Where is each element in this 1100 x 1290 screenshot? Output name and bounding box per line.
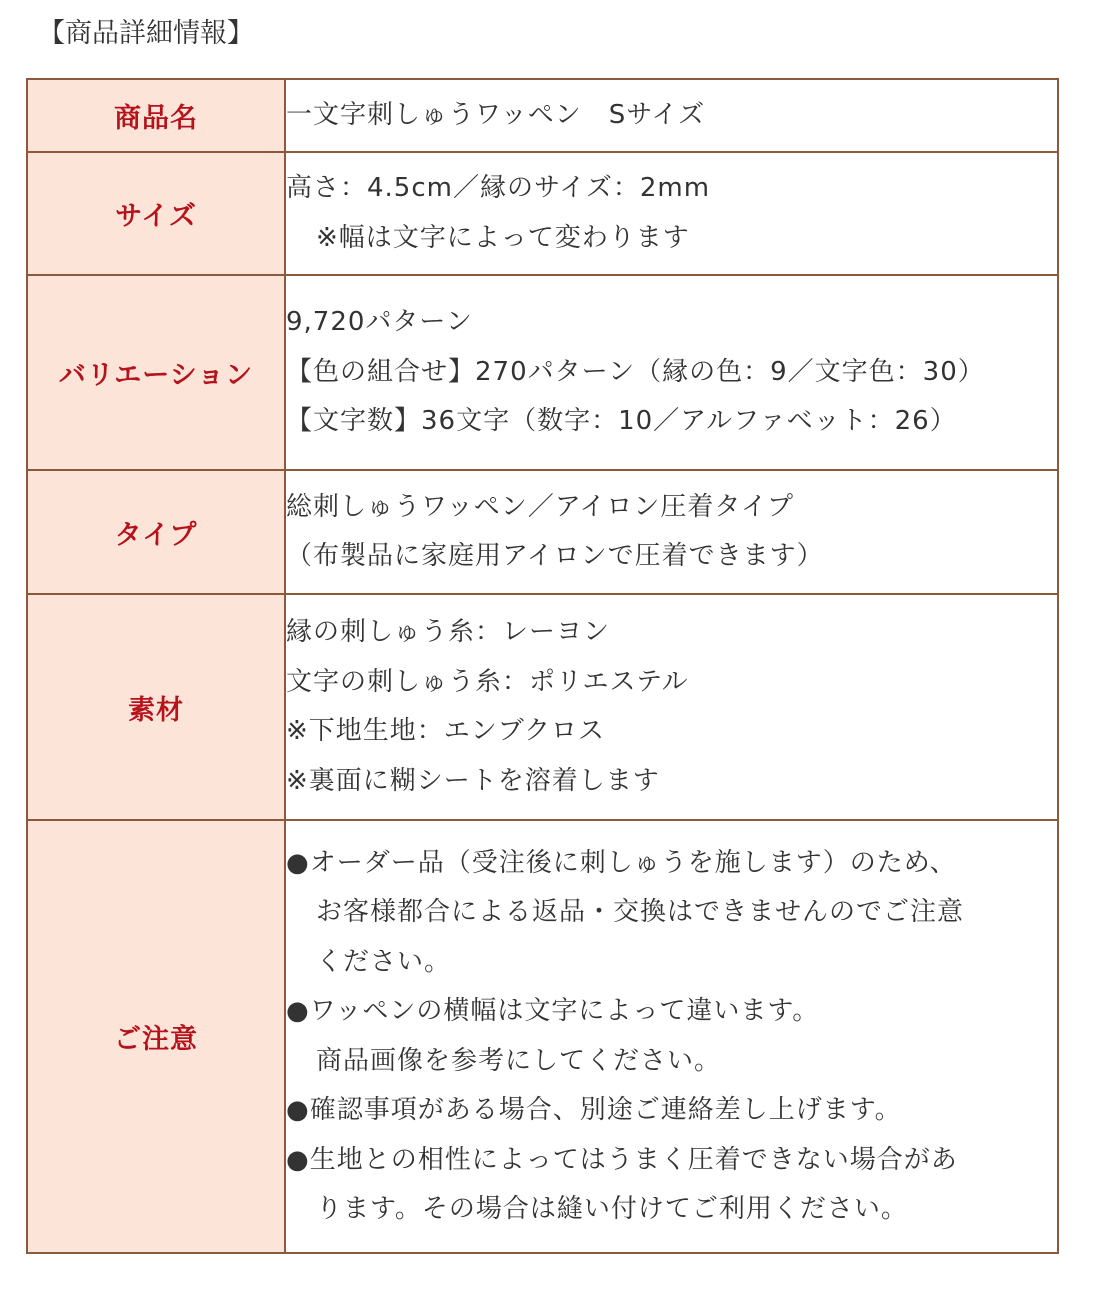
caution-text: ください。 xyxy=(316,946,452,977)
spec-row-variation xyxy=(27,275,1058,470)
spec-value-material xyxy=(285,594,1058,820)
spec-row-product-name xyxy=(27,79,1058,152)
bullet-icon: ● xyxy=(286,1095,310,1125)
spec-text-line: 高さ：4.5cm／縁のサイズ：2mm xyxy=(286,173,711,203)
caution-text: お客様都合による返品・交換はできませんのでご注意 xyxy=(316,897,965,927)
product-spec-table xyxy=(26,78,1059,1254)
spec-note-line: ※幅は文字によって変わります xyxy=(316,222,690,253)
spec-text-line: ※下地生地：エンブクロス xyxy=(286,716,606,746)
spec-label-material: 素材 xyxy=(27,594,285,820)
spec-label-size: サイズ xyxy=(27,152,285,275)
caution-text: 確認事項がある場合、別途ご連絡差し上げます。 xyxy=(309,1095,902,1125)
caution-item xyxy=(286,1086,1057,1136)
spec-text-line: 総刺しゅうワッペン／アイロン圧着タイプ xyxy=(286,491,795,522)
caution-item xyxy=(286,1136,1057,1235)
spec-label-product-name: 商品名 xyxy=(27,79,285,152)
caution-item xyxy=(286,839,1057,988)
spec-label-variation: バリエーション xyxy=(27,275,285,470)
spec-value-type xyxy=(285,470,1058,594)
caution-text: 商品画像を参考にしてください。 xyxy=(316,1045,722,1076)
spec-value-caution xyxy=(285,820,1058,1253)
spec-row-type xyxy=(27,470,1058,594)
spec-text-line: 一文字刺しゅうワッペン Sサイズ xyxy=(286,99,706,130)
section-title: 【商品詳細情報】 xyxy=(38,18,254,49)
caution-text: 生地との相性によってはうまく圧着できない場合があ xyxy=(309,1144,958,1175)
spec-text-line: 9,720パターン xyxy=(286,307,473,338)
spec-label-type: タイプ xyxy=(27,470,285,594)
bullet-icon: ● xyxy=(286,1144,310,1175)
spec-row-size xyxy=(27,152,1058,275)
caution-text: ワッペンの横幅は文字によって違います。 xyxy=(309,996,820,1026)
spec-row-material xyxy=(27,594,1058,820)
spec-value-variation xyxy=(285,275,1058,470)
caution-text: ります。その場合は縫い付けてご利用ください。 xyxy=(316,1194,908,1224)
spec-text-line: ※裏面に糊シートを溶着します xyxy=(286,765,660,796)
spec-label-caution: ご注意 xyxy=(27,820,285,1253)
caution-item xyxy=(286,987,1057,1086)
spec-row-caution xyxy=(27,820,1058,1253)
bullet-icon: ● xyxy=(286,996,310,1026)
spec-text-line: 文字の刺しゅう糸：ポリエステル xyxy=(286,666,689,697)
spec-value-size xyxy=(285,152,1058,275)
spec-text-line: （布製品に家庭用アイロンで圧着できます） xyxy=(286,541,824,571)
bullet-icon: ● xyxy=(286,847,310,878)
spec-text-line: 縁の刺しゅう糸：レーヨン xyxy=(286,617,611,647)
caution-text: オーダー品（受注後に刺しゅうを施します）のため、 xyxy=(309,847,957,878)
spec-text-line: 【色の組合せ】270パターン（縁の色：9／文字色：30） xyxy=(286,356,985,387)
spec-value-product-name xyxy=(285,79,1058,152)
spec-text-line: 【文字数】36文字（数字：10／アルファベット：26） xyxy=(286,406,957,437)
